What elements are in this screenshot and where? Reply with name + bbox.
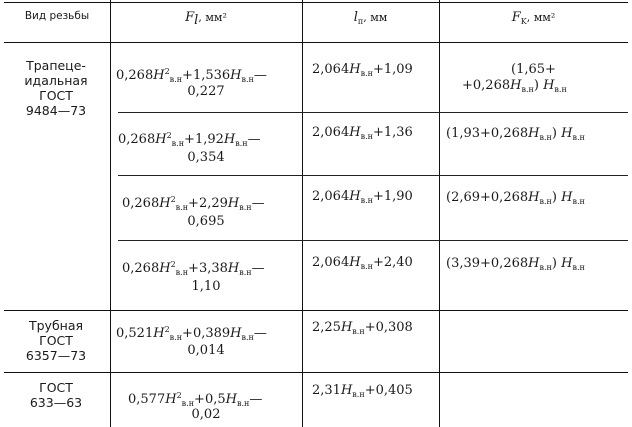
fk-formula-row1-line2: $+0,268H_{в.н}$) $H_{в.н}$ — [462, 78, 567, 94]
fl-formula-row2-cont: 0,354 — [187, 150, 225, 165]
fl-formula-row3-cont: 0,695 — [187, 214, 225, 229]
fk-formula-row3: $(2,69+0,268H_{в.н})$ $H_{в.н}$ — [446, 190, 585, 206]
header-fk: $F_K$, мм² — [511, 10, 556, 26]
section-rule-gost633 — [4, 372, 628, 373]
fk-formula-row2: $(1,93+0,268H_{в.н})$ $H_{в.н}$ — [446, 126, 585, 142]
fk-formula-row1-line1: (1,65+ — [511, 62, 556, 77]
thread-name-pipe: Трубная ГОСТ 6357—73 — [25, 318, 87, 363]
fl-formula-row5: $0,521H^2_{в.н}+0,389H_{в.н}—$ — [116, 325, 267, 342]
fk-formula-row4: $(3,39+0,268H_{в.н})$ $H_{в.н}$ — [446, 256, 585, 272]
fl-formula-row1: $0,268H^2_{в.н}+1,536H_{в.н}—$ — [116, 67, 267, 84]
ln-formula-row1: $2,064H_{в.н}+1,09$ — [312, 62, 413, 78]
fl-formula-row2: $0,268H^2_{в.н}+1,92H_{в.н}—$ — [118, 131, 261, 148]
row-rule-2 — [118, 175, 628, 176]
fl-formula-row3: $0,268H^2_{в.н}+2,29H_{в.н}—$ — [122, 195, 265, 212]
thread-name-gost633: ГОСТ 633—63 — [29, 380, 83, 410]
ln-formula-row2: $2,064H_{в.н}+1,36$ — [312, 125, 413, 141]
table-top-rule — [4, 2, 628, 3]
fl-formula-row1-cont: 0,227 — [187, 84, 225, 99]
header-thread-type: Вид резьбы — [24, 10, 90, 22]
row-rule-3 — [118, 240, 628, 241]
ln-formula-row6: $2,31H_{в.н}+0,405$ — [312, 383, 413, 399]
header-bottom-rule — [4, 42, 628, 43]
col-divider-2 — [302, 0, 303, 427]
row-rule-1 — [118, 112, 628, 113]
fl-formula-row4: $0,268H^2_{в.н}+3,38H_{в.н}—$ — [122, 260, 265, 277]
header-ln: $l_п$, мм — [353, 10, 388, 26]
fl-formula-row4-cont: 1,10 — [191, 279, 221, 294]
fl-formula-row6: $0,577H^2_{в.н}+0,5H_{в.н}—$ — [128, 391, 263, 408]
thread-name-trapezoidal: Трапеце- идальная ГОСТ 9484—73 — [24, 58, 88, 118]
ln-formula-row5: $2,25H_{в.н}+0,308$ — [312, 320, 413, 336]
fl-formula-row5-cont: 0,014 — [187, 343, 225, 358]
fl-formula-row6-cont: 0,02 — [191, 407, 221, 422]
section-rule-pipe — [4, 310, 628, 311]
ln-formula-row4: $2,064H_{в.н}+2,40$ — [312, 255, 413, 271]
header-fl: $F_l$, мм² — [185, 10, 227, 28]
ln-formula-row3: $2,064H_{в.н}+1,90$ — [312, 189, 413, 205]
